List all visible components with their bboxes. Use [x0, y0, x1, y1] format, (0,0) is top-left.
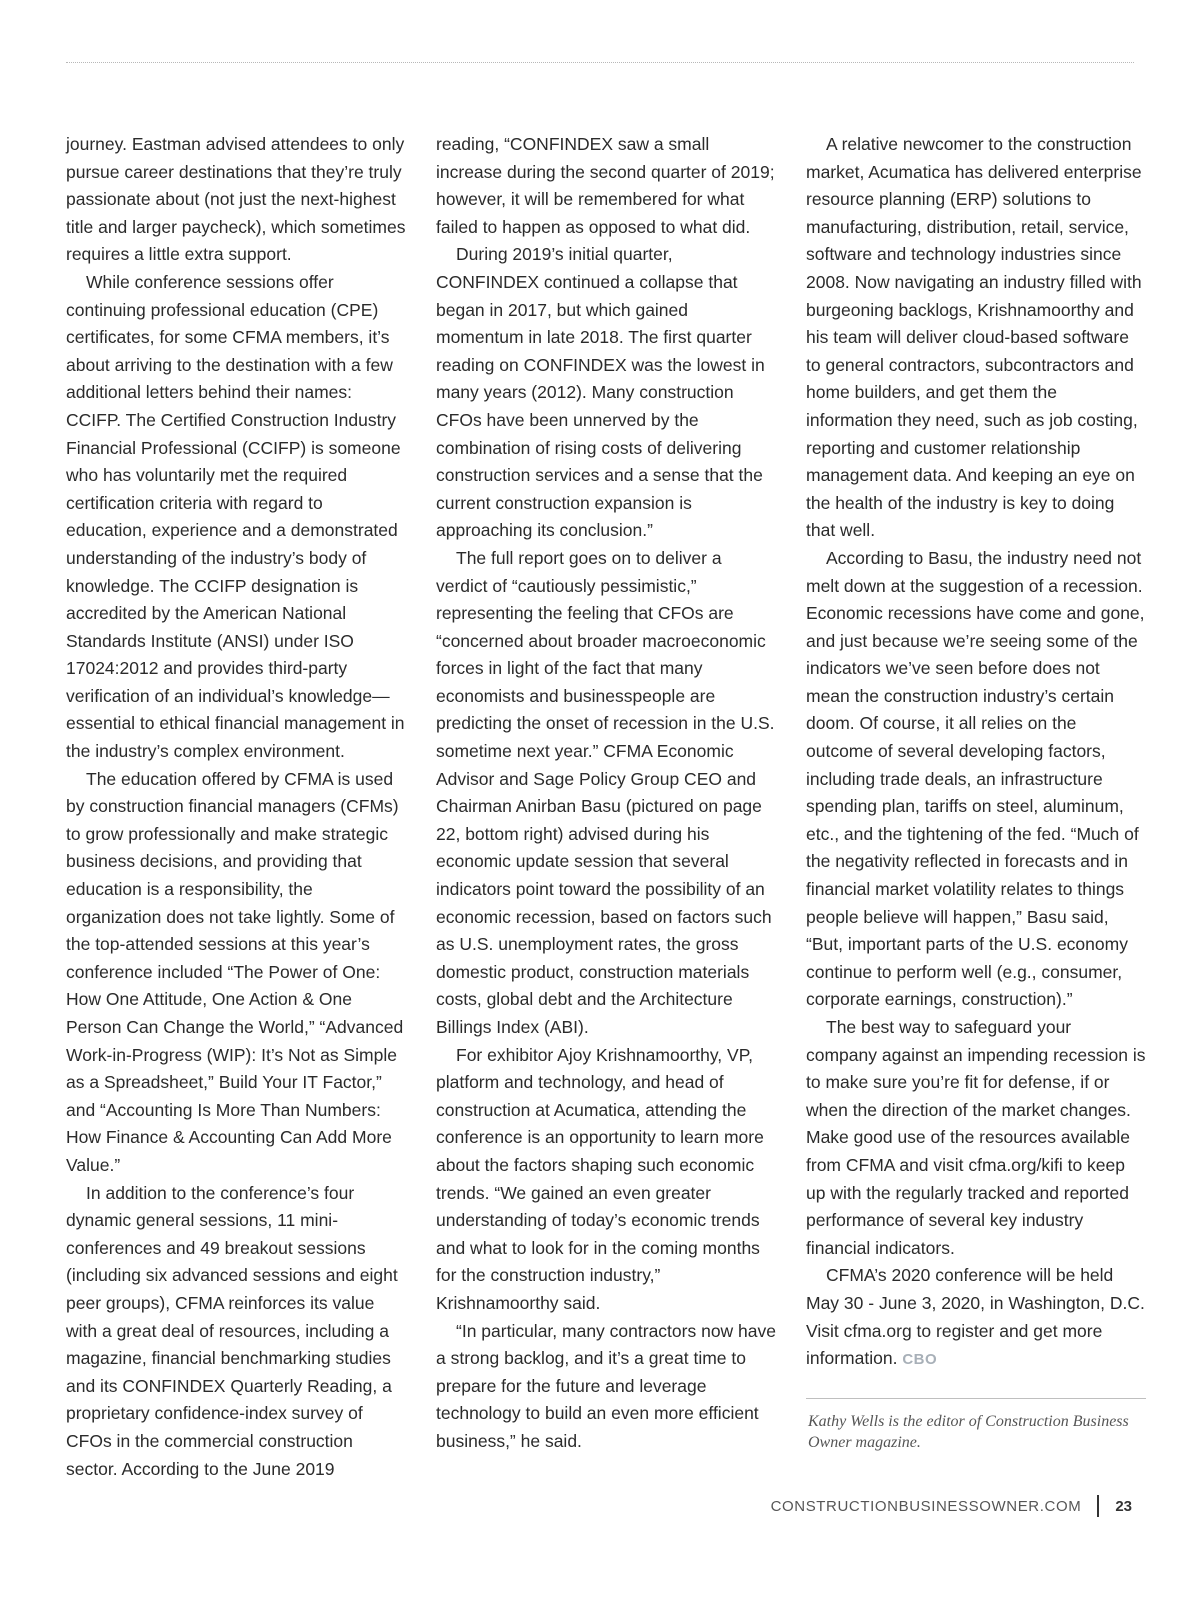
author-byline: Kathy Wells is the editor of Construction Business Owner magazine.	[808, 1412, 1129, 1451]
paragraph: “In particular, many contractors now have a strong backlog, and it’s a great time to prepare for the future and leverage technology to build an even more efficient business,” he said.	[436, 1320, 777, 1451]
paragraph: According to Basu, the industry need not melt down at the suggestion of a recession. Economic recessions have come and gone, and just because we’re seeing some of the indicators we’ve seen before does not mean the construction industry’s certain doom. Of course, it all relies on the outcome of several developing factors, including trade deals, an infrastructure spending plan, tariffs on steel, aluminum, etc., and the tightening of the fed. “Much of the negativity reflected in forecasts and in financial market volatility relates to things people believe will happen,” Basu said, “But, important parts of the U.S. economy continue to perform well (e.g., consumer, corporate earnings, construction).”	[806, 547, 1145, 1010]
footer-divider	[1097, 1495, 1099, 1517]
paragraph: In addition to the conference’s four dynamic general sessions, 11 mini-conferences and 49 breakout sessions (including six advanced sessions and eight peer groups), CFMA reinforces its value with a great deal of resources, including a magazine, financial benchmarking studies and its CONFINDEX Quarterly Reading, a proprietary confidence-index survey of CFOs in the commercial construction sector. According to the June 2019	[66, 1182, 398, 1479]
byline-divider	[806, 1398, 1146, 1399]
paragraph: The education offered by CFMA is used by construction financial managers (CFMs) to grow professionally and make strategic business decisions, and providing that education is a responsibility, the organization does not take lightly. Some of the top-attended sessions at this year’s conference included “The Power of One: How One Attitude, One Action & One Person Can Change the World,” “Advanced Work-in-Progress (WIP): It’s Not as Simple as a Spreadsheet,” Build Your IT Factor,” and “Accounting Is More Than Numbers: How Finance & Accounting Can Add More Value.”	[66, 768, 404, 1175]
paragraph: The full report goes on to deliver a verdict of “cautiously pessimistic,” representing the feeling that CFOs are “concerned about broader macroeconomic forces in light of the fact that many economists and businesspeople are predicting the onset of recession in the U.S. sometime next year.” CFMA Economic Advisor and Sage Policy Group CEO and Chairman Anirban Basu (pictured on page 22, bottom right) advised during his economic update session that several indicators point toward the possibility of an economic recession, based on factors such as U.S. unemployment rates, the gross domestic product, construction materials costs, global debt and the Architecture Billings Index (ABI).	[436, 547, 775, 1037]
column-2	[436, 131, 776, 1483]
paragraph: The best way to safeguard your company against an impending recession is to make sure you’re fit for defense, if or when the direction of the market changes. Make good use of the resources available from CFMA and visit cfma.org/kifi to keep up with the regularly tracked and reported performance of several key industry financial indicators.	[806, 1017, 1146, 1258]
paragraph: While conference sessions offer continuing professional education (CPE) certificates, for some CFMA members, it’s about arriving to the destination with a few additional letters behind their names: CCIFP. The Certified Construction Industry Financial Professional (CCIFP) is someone who has voluntarily met the required certification criteria with regard to education, experience and a demonstrated understanding of the industry’s body of knowledge. The CCIFP designation is accredited by the American National Standards Institute (ANSI) under ISO 17024:2012 and provides third-party verification of an individual’s knowledge—essential to ethical financial management in the industry’s complex environment.	[66, 271, 405, 762]
paragraph: During 2019’s initial quarter, CONFINDEX continued a collapse that began in 2017, but which gained momentum in late 2018. The first quarter reading on CONFINDEX was the lowest in many years (2012). Many construction CFOs have been unnerved by the combination of rising costs of delivering construction services and a sense that the current construction expansion is approaching its conclusion.”	[436, 244, 765, 541]
header-divider	[66, 62, 1134, 63]
paragraph: For exhibitor Ajoy Krishnamoorthy, VP, platform and technology, and head of construction at Acumatica, attending the conference is an opportunity to learn more about the factors shaping such economic trends. “We gained an even greater understanding of today’s economic trends and what to look for in the coming months for the construction industry,” Krishnamoorthy said.	[436, 1044, 764, 1313]
article-body	[66, 131, 1146, 1483]
paragraph-text: CFMA’s 2020 conference will be held May 30 - June 3, 2020, in Washington, D.C. Visit cfma.org to register and get more information.	[806, 1265, 1145, 1369]
page-footer	[771, 1492, 1132, 1520]
paragraph: journey. Eastman advised attendees to only pursue career destinations that they’re truly passionate about (not just the next-highest title and larger paycheck), which sometimes requires a little extra support.	[66, 134, 406, 265]
column-1	[66, 131, 406, 1483]
footer-website: CONSTRUCTIONBUSINESSOWNER.COM	[770, 1497, 1082, 1515]
end-mark: CBO	[902, 1351, 938, 1369]
final-paragraph	[806, 1262, 1146, 1373]
paragraph: reading, “CONFINDEX saw a small increase during the second quarter of 2019; however, it will be remembered for what failed to happen as opposed to what did.	[436, 134, 775, 237]
page-number: 23	[1115, 1497, 1132, 1515]
column-3	[806, 131, 1146, 1483]
paragraph: A relative newcomer to the construction market, Acumatica has delivered enterprise resource planning (ERP) solutions to manufacturing, distribution, retail, service, software and technology industries since 2008. Now navigating an industry filled with burgeoning backlogs, Krishnamoorthy and his team will deliver cloud-based software to general contractors, subcontractors and home builders, and get them the information they need, such as job costing, reporting and customer relationship management data. And keeping an eye on the health of the industry is key to doing that well.	[806, 134, 1142, 541]
